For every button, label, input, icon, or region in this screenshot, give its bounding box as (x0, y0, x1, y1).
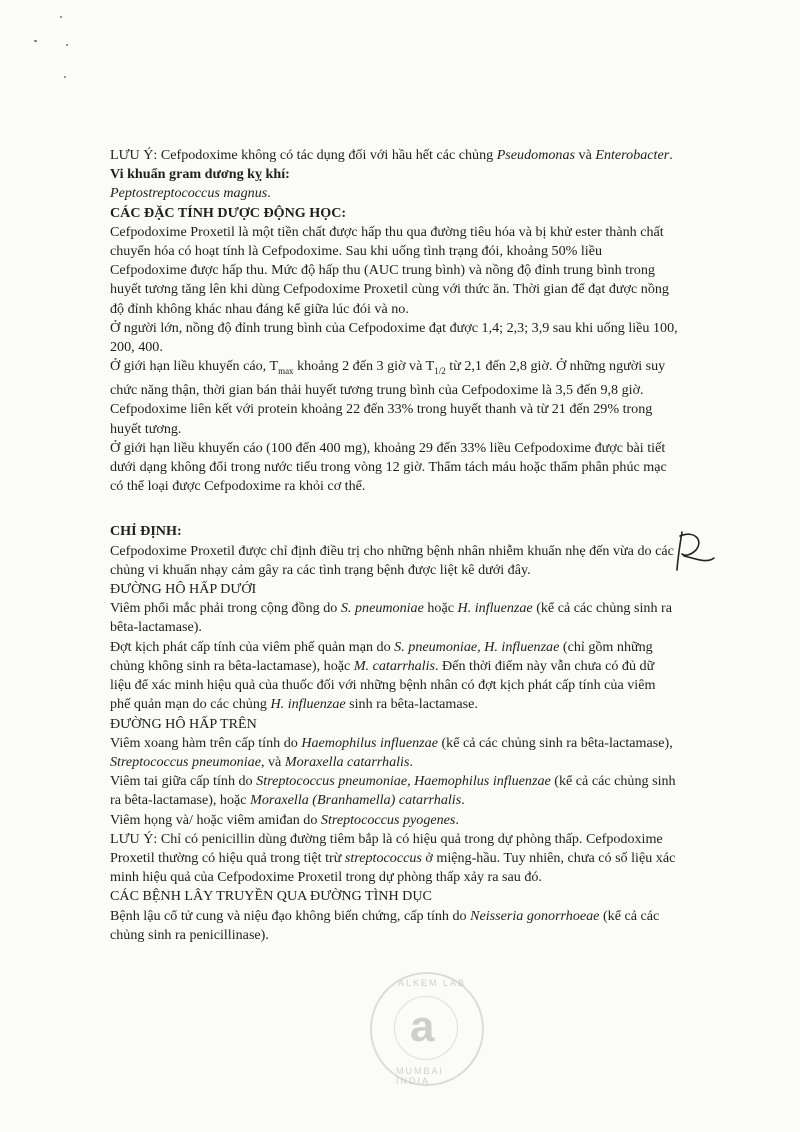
text-run: (kể cả các chủng sinh ra bêta-lactamase), (437, 734, 673, 751)
text-run: . (455, 811, 459, 828)
text-run: bêta-lactamase). (110, 619, 202, 636)
text-run: Cefpodoxime liên kết với protein khoảng 22 đến 33% trong huyết thanh và từ 21 đến 29% trong (110, 401, 653, 418)
text-run: Cefpodoxime Proxetil được chỉ định điều trị cho những bệnh nhân nhiễm khuẩn nhẹ đến vừa do các (110, 542, 674, 559)
text-line (110, 791, 730, 810)
text-line (110, 926, 730, 945)
text-line (110, 618, 730, 637)
subscript: max (278, 366, 294, 377)
text-line (110, 811, 730, 830)
stamp-text-top: ALKEM LAB (398, 978, 467, 988)
text-run: Vi khuẩn gram dương kỵ khí: (110, 166, 290, 183)
italic-term: Pseudomonas (496, 147, 575, 163)
text-run: Cefpodoxime được hấp thu. Mức độ hấp thu (AUC trung bình) và nồng độ đỉnh trung bình trong (110, 262, 655, 279)
text-run: Cefpodoxime Proxetil là một tiền chất được hấp thu qua đường tiêu hóa và bị khử ester thành chất (110, 223, 664, 240)
text-run: ở miệng-hầu. Tuy nhiên, chưa có số liệu xác (421, 849, 676, 866)
text-line (110, 580, 730, 599)
text-run: , và (260, 753, 285, 770)
subscript: 1/2 (434, 366, 446, 377)
text-line (110, 381, 730, 400)
text-run: LƯU Ý: Cefpodoxime không có tác dụng đối với hầu hết các chủng (110, 147, 497, 163)
text-run: hoặc (423, 600, 458, 617)
text-run: (kể cả các chủng sinh (550, 773, 676, 790)
text-line (110, 868, 730, 887)
text-run: . Đến thời điểm này vẫn chưa có đủ dữ (435, 657, 655, 674)
text-run: . (669, 147, 673, 163)
text-run: LƯU Ý: Chỉ có penicillin dùng đường tiêm bắp là có hiệu quả trong dự phòng thấp. Cefpodoxime (110, 830, 663, 847)
text-line (110, 695, 730, 714)
text-run: . (409, 753, 413, 770)
text-run: độ đỉnh không khác nhau đáng kể giữa lúc đói và no. (110, 300, 409, 317)
text-run: Viêm phổi mắc phải trong cộng đồng do (110, 600, 341, 617)
italic-term: Neisseria gonorrhoeae (470, 907, 600, 924)
text-run: CÁC BỆNH LÂY TRUYỀN QUA ĐƯỜNG TÌNH DỤC (110, 888, 432, 905)
section-gap (110, 496, 730, 522)
text-line (110, 830, 730, 849)
text-line (110, 657, 730, 676)
text-line (110, 734, 730, 753)
text-line (110, 280, 730, 299)
text-run: (chỉ gồm những (559, 638, 653, 655)
text-run: ra bêta-lactamase), hoặc (110, 792, 251, 809)
text-line (110, 184, 730, 203)
text-line (110, 357, 730, 381)
text-run: . (461, 792, 465, 809)
text-run: CHỈ ĐỊNH: (110, 523, 182, 540)
text-line (110, 772, 730, 791)
scan-speck (34, 40, 37, 42)
scan-speck (60, 16, 62, 18)
text-run: chủng không sinh ra bêta-lactamase), hoặc (110, 657, 354, 674)
italic-term: M. catarrhalis (353, 657, 435, 674)
text-run: chức năng thận, thời gian bán thải huyết tương trung bình của Cefpodoxime là 3,5 đến 9,8 giờ. (110, 382, 644, 399)
text-run: sinh ra bêta-lactamase. (345, 696, 478, 713)
text-run: có thể loại được Cefpodoxime ra khỏi cơ thể. (110, 478, 366, 495)
text-line (110, 477, 730, 496)
text-line (110, 223, 730, 242)
italic-term: S. pneumoniae, H. influenzae (394, 638, 560, 655)
italic-term: Moraxella (Branhamella) catarrhalis (250, 792, 462, 809)
text-run: 200, 400. (110, 339, 163, 356)
text-run: . (267, 185, 271, 202)
italic-term: H. influenzae (457, 600, 533, 617)
text-line (110, 242, 730, 261)
text-run: chủng sinh ra penicillinase). (110, 926, 269, 943)
text-run: chuyển hóa có hoạt tính là Cefpodoxime. Sau khi uống tình trạng đói, khoảng 50% liều (110, 243, 603, 260)
text-line (110, 542, 730, 561)
text-run: Ở người lớn, nồng độ đỉnh trung bình của Cefpodoxime đạt được 1,4; 2,3; 3,9 sau khi uống liều 100, (110, 319, 678, 336)
italic-term: S. pneumoniae (340, 600, 424, 617)
text-run: Proxetil thường có hiệu quả trong tiệt trừ (110, 849, 345, 866)
text-line (110, 887, 730, 906)
text-run: chủng vi khuẩn nhạy cảm gây ra các tình trạng bệnh được liệt kê dưới đây. (110, 561, 531, 578)
text-line (110, 420, 730, 439)
text-run: phế quản mạn do các chủng (110, 696, 271, 713)
scan-speck (64, 76, 66, 78)
text-run: Bệnh lậu cổ tử cung và niệu đạo không biến chứng, cấp tính do (110, 907, 471, 924)
text-run: khoảng 2 đến 3 giờ và T (293, 358, 435, 375)
italic-term: Peptostreptococcus magnus (110, 185, 268, 202)
text-run: Viêm xoang hàm trên cấp tính do (110, 734, 302, 751)
text-run: liệu để xác minh hiệu quả của thuốc đối với những bệnh nhân có đợt kịch phát cấp tính của viêm (110, 677, 656, 694)
italic-term: Enterobacter (595, 147, 670, 163)
stamp-text-bottom: MUMBAI INDIA (396, 1066, 444, 1086)
text-run: ĐƯỜNG HÔ HẤP TRÊN (110, 715, 257, 732)
text-line (110, 753, 730, 772)
italic-term: Streptococcus pyogenes (320, 811, 456, 828)
italic-term: streptococcus (344, 849, 422, 866)
stamp-logo-letter: a (410, 1002, 435, 1051)
text-line (110, 338, 730, 357)
section-heading (110, 165, 730, 184)
text-run: minh hiệu quả của Cefpodoxime Proxetil trong dự phòng thấp xảy ra sau đó. (110, 869, 542, 886)
section-heading (110, 204, 730, 223)
text-line (110, 300, 730, 319)
text-line (110, 849, 730, 868)
text-run: (kể cả các (599, 907, 660, 924)
italic-term: Haemophilus influenzae (301, 734, 438, 751)
text-run: dưới dạng không đổi trong nước tiểu trong vòng 12 giờ. Thẩm tách máu hoặc thẩm phân phúc mạc (110, 459, 667, 476)
document-body (110, 146, 730, 945)
text-line (110, 715, 730, 734)
text-run: Đợt kịch phát cấp tính của viêm phế quản mạn do (110, 638, 395, 655)
text-run: Ở giới hạn liều khuyến cáo, T (110, 358, 279, 375)
text-line (110, 146, 730, 165)
italic-term: H. influenzae (270, 696, 346, 713)
italic-term: Streptococcus pneumoniae (110, 753, 261, 770)
text-line (110, 638, 730, 657)
section-heading (110, 522, 730, 541)
text-line (110, 458, 730, 477)
text-line (110, 319, 730, 338)
text-line (110, 261, 730, 280)
scan-speck (66, 44, 68, 46)
text-run: CÁC ĐẶC TÍNH DƯỢC ĐỘNG HỌC: (110, 204, 347, 221)
italic-term: Streptococcus pneumoniae, Haemophilus influenzae (256, 773, 551, 790)
text-line (110, 439, 730, 458)
text-run: huyết tương. (110, 420, 182, 437)
handwritten-initial (668, 526, 718, 576)
italic-term: Moraxella catarrhalis (284, 753, 410, 770)
text-line (110, 907, 730, 926)
company-stamp (370, 972, 484, 1086)
text-run: (kể cả các chủng sinh ra (532, 600, 672, 617)
text-line (110, 599, 730, 618)
text-run: Ở giới hạn liều khuyến cáo (100 đến 400 mg), khoảng 29 đến 33% liều Cefpodoxime được bài tiết (110, 439, 666, 456)
text-line (110, 561, 730, 580)
text-run: huyết tương tăng lên khi dùng Cefpodoxime Proxetil cùng với thức ăn. Thời gian để đạt được nồng (110, 281, 669, 298)
text-line (110, 400, 730, 419)
text-run: Viêm tai giữa cấp tính do (110, 773, 257, 790)
text-line (110, 676, 730, 695)
text-run: ĐƯỜNG HÔ HẤP DƯỚI (110, 581, 257, 598)
text-run: và (575, 147, 596, 163)
text-run: từ 2,1 đến 2,8 giờ. Ở những người suy (445, 358, 666, 375)
text-run: Viêm họng và/ hoặc viêm amiđan do (110, 811, 321, 828)
